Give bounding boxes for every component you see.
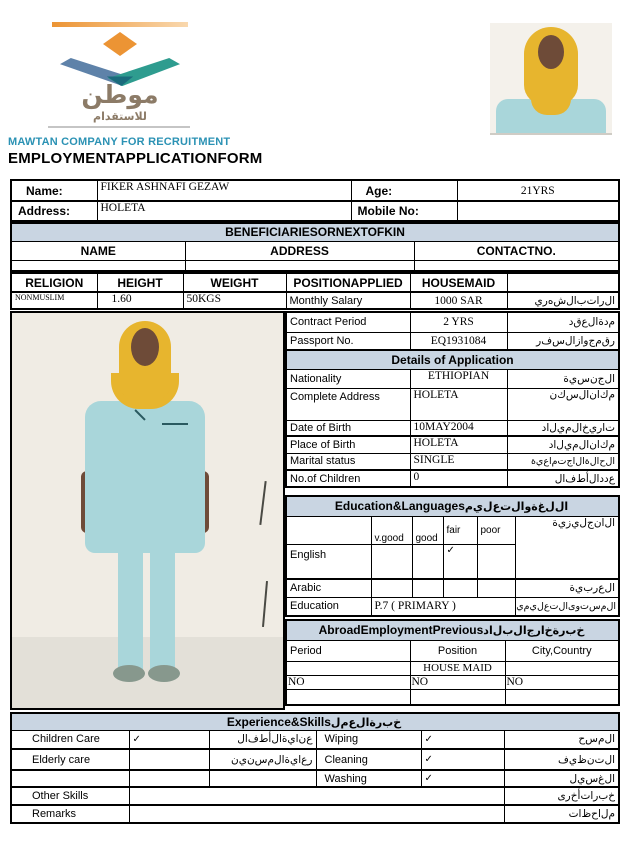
- weight-header: WEIGHT: [183, 273, 286, 292]
- contract-period-value: 2 YRS: [410, 312, 507, 332]
- applicant-fullbody-photo: [10, 311, 285, 710]
- marital-status-label: Marital status: [286, 453, 410, 470]
- wiping-label-ar: ا‌ل‌م‌س‌ح: [504, 730, 619, 749]
- no-of-children-label: No.of Children: [286, 470, 410, 487]
- experience-skills-table: [10, 712, 620, 824]
- abroad-period-empty: [286, 689, 410, 705]
- photo-right-leg: [150, 551, 175, 669]
- abroad-employment-title: [286, 620, 619, 640]
- elderly-care-check: [129, 749, 209, 770]
- details-of-application-title: Details of Application: [286, 350, 619, 369]
- english-vgood-cell: [371, 544, 412, 579]
- period-header: Period: [286, 640, 410, 661]
- scale-vgood-header: v.good: [371, 516, 412, 544]
- position-header: Position: [410, 640, 505, 661]
- housemaid-header: HOUSEMAID: [410, 273, 507, 292]
- logo-brand-arabic-sub: للاستقدام: [93, 110, 147, 123]
- children-care-label: Children Care: [11, 730, 129, 749]
- washing-check: ✓: [421, 770, 504, 787]
- other-skills-value: [129, 787, 504, 805]
- cleaning-check: ✓: [421, 749, 504, 770]
- abroad-title-en: AbroadEmploymentPrevious: [318, 623, 484, 638]
- details-table: [285, 311, 620, 488]
- complete-address-label-ar: م‌ك‌ا‌ن‌ا‌ل‌س‌ك‌ن: [507, 388, 619, 420]
- abroad-period-cell: [286, 661, 410, 675]
- age-label: Age:: [351, 180, 457, 201]
- mobile-label: Mobile No:: [351, 201, 457, 221]
- photo-left-leg: [118, 551, 143, 669]
- skills-title-ar: خ‌ب‌ر‌ة‌ا‌ل‌ع‌م‌ل: [330, 715, 402, 729]
- passport-no-value: EQ1931084: [410, 332, 507, 350]
- english-label-ar: ا‌ل‌ا‌ن‌ج‌ل‌ي‌ز‌ي‌ة: [515, 516, 619, 579]
- beneficiary-address-header: ADDRESS: [185, 241, 414, 260]
- no-of-children-value: 0: [410, 470, 507, 487]
- nationality-value: ETHIOPIAN: [410, 369, 507, 388]
- abroad-title-ar: خ‌ب‌ر‌ة‌خ‌ا‌ر‌ج‌ا‌ل‌ب‌ل‌ا‌د: [483, 624, 585, 638]
- experience-skills-title: [11, 713, 619, 730]
- children-care-check: ✓: [129, 730, 209, 749]
- address-label: Address:: [11, 201, 97, 221]
- arabic-fair-cell: [443, 579, 477, 597]
- place-of-birth-label-ar: م‌ك‌ا‌ن‌ا‌ل‌م‌ي‌ل‌ا‌د: [507, 436, 619, 453]
- attributes-empty-header: [507, 273, 619, 292]
- date-of-birth-label-ar: ت‌ا‌ر‌ي‌خ‌ا‌ل‌م‌ي‌ل‌ا‌د: [507, 420, 619, 436]
- education-level-label-ar: ا‌ل‌م‌س‌ت‌و‌ى‌ا‌ل‌ت‌ع‌ل‌ي‌م‌ي: [515, 597, 619, 616]
- city-country-header: City,Country: [505, 640, 619, 661]
- beneficiaries-title: BENEFICIARIESORNEXTOFKIN: [11, 223, 619, 241]
- height-header: HEIGHT: [97, 273, 183, 292]
- logo-diamond-icon: [103, 32, 137, 56]
- date-of-birth-value: 10MAY2004: [410, 420, 507, 436]
- applicant-headshot-photo: [490, 23, 612, 135]
- other-skills-label: Other Skills: [11, 787, 129, 805]
- nationality-label: Nationality: [286, 369, 410, 388]
- address-value: HOLETA: [97, 201, 351, 221]
- english-fair-check: ✓: [443, 544, 477, 579]
- education-table: [285, 495, 620, 617]
- language-row-label-empty: [286, 516, 371, 544]
- skills-left-empty-check: [129, 770, 209, 787]
- scale-good-header: good: [412, 516, 443, 544]
- abroad-position-empty: [410, 689, 505, 705]
- personal-info-table: [10, 179, 620, 222]
- beneficiary-name-cell: [11, 260, 185, 271]
- photo-pocket-trim: [162, 423, 188, 425]
- form-title: EMPLOYMENTAPPLICATIONFORM: [8, 150, 263, 167]
- height-value: 1.60: [97, 292, 183, 309]
- contract-period-label: Contract Period: [286, 312, 410, 332]
- education-languages-title: [286, 496, 619, 516]
- remarks-value: [129, 805, 504, 823]
- arabic-vgood-cell: [371, 579, 412, 597]
- arabic-label: Arabic: [286, 579, 371, 597]
- monthly-salary-label: Monthly Salary: [286, 292, 410, 309]
- abroad-city-cell: [505, 661, 619, 675]
- contract-period-label-ar: م‌د‌ة‌ا‌ل‌ع‌ق‌د: [507, 312, 619, 332]
- photo-right-shoe: [148, 665, 180, 682]
- beneficiary-name-header: NAME: [11, 241, 185, 260]
- scale-fair-header: fair: [443, 516, 477, 544]
- nationality-label-ar: ا‌ل‌ج‌ن‌س‌ي‌ة: [507, 369, 619, 388]
- no-of-children-label-ar: ع‌د‌د‌ا‌ل‌أ‌ط‌ف‌ا‌ل: [507, 470, 619, 487]
- company-logo: [52, 22, 188, 126]
- place-of-birth-label: Place of Birth: [286, 436, 410, 453]
- photo-background-mark: [259, 481, 266, 525]
- elderly-care-label: Elderly care: [11, 749, 129, 770]
- arabic-label-ar: ا‌ل‌ع‌ر‌ب‌ي‌ة: [515, 579, 619, 597]
- wiping-check: ✓: [421, 730, 504, 749]
- religion-value: NONMUSLIM: [11, 292, 97, 309]
- photo-face: [131, 328, 159, 366]
- washing-label: Washing: [316, 770, 421, 787]
- headshot-hijab-drape: [531, 87, 571, 115]
- remarks-label-ar: م‌ل‌ا‌ح‌ظ‌ا‌ت: [504, 805, 619, 823]
- photo-background-mark: [262, 581, 268, 627]
- abroad-city-no: NO: [505, 675, 619, 689]
- complete-address-label: Complete Address: [286, 388, 410, 420]
- beneficiary-contact-cell: [414, 260, 619, 271]
- marital-status-label-ar: ا‌ل‌ح‌ا‌ل‌ة‌ا‌ل‌ا‌ج‌ت‌م‌ا‌ع‌ي‌ة: [507, 453, 619, 470]
- abroad-position-no: NO: [410, 675, 505, 689]
- monthly-salary-label-ar: ا‌ل‌ر‌ا‌ت‌ب‌ا‌ل‌ش‌ه‌ر‌ي: [507, 292, 619, 309]
- age-value: 21YRS: [457, 180, 619, 201]
- marital-status-value: SINGLE: [410, 453, 507, 470]
- passport-no-label: Passport No.: [286, 332, 410, 350]
- scale-poor-header: poor: [477, 516, 515, 544]
- position-applied-header: POSITIONAPPLIED: [286, 273, 410, 292]
- english-poor-cell: [477, 544, 515, 579]
- beneficiary-address-cell: [185, 260, 414, 271]
- elderly-care-label-ar: ر‌ع‌ا‌ي‌ة‌ا‌ل‌م‌س‌ن‌ي‌ن: [209, 749, 316, 770]
- religion-header: RELIGION: [11, 273, 97, 292]
- logo-brand-arabic: موطن: [81, 80, 159, 109]
- english-label: English: [286, 544, 371, 579]
- logo-top-bar: [52, 22, 188, 27]
- remarks-label: Remarks: [11, 805, 129, 823]
- passport-no-label-ar: ر‌ق‌م‌ج‌و‌ا‌ز‌ا‌ل‌س‌ف‌ر: [507, 332, 619, 350]
- photo-left-shoe: [113, 665, 145, 682]
- monthly-salary-value: 1000 SAR: [410, 292, 507, 309]
- skills-left-empty-ar: [209, 770, 316, 787]
- abroad-position-cell: HOUSE MAID: [410, 661, 505, 675]
- arabic-poor-cell: [477, 579, 515, 597]
- wiping-label: Wiping: [316, 730, 421, 749]
- children-care-label-ar: ع‌ن‌ا‌ي‌ة‌ا‌ل‌أ‌ط‌ف‌ا‌ل: [209, 730, 316, 749]
- education-title-en: Education&Languages: [334, 499, 465, 514]
- washing-label-ar: ا‌ل‌غ‌س‌ي‌ل: [504, 770, 619, 787]
- date-of-birth-label: Date of Birth: [286, 420, 410, 436]
- name-value: FIKER ASHNAFI GEZAW: [97, 180, 351, 201]
- other-skills-label-ar: خ‌ب‌ر‌ا‌ت‌أ‌خ‌ر‌ى: [504, 787, 619, 805]
- beneficiaries-table: [10, 222, 620, 272]
- cleaning-label: Cleaning: [316, 749, 421, 770]
- education-title-ar: ا‌ل‌ل‌غ‌ة‌و‌ا‌ل‌ت‌ع‌ل‌ي‌م: [464, 500, 569, 514]
- abroad-employment-table: [285, 619, 620, 706]
- place-of-birth-value: HOLETA: [410, 436, 507, 453]
- education-level-value: P.7 ( PRIMARY ): [371, 597, 515, 616]
- skills-left-empty-label: [11, 770, 129, 787]
- beneficiary-contact-header: CONTACTNO.: [414, 241, 619, 260]
- headshot-face: [538, 35, 564, 69]
- mobile-value: [457, 201, 619, 221]
- name-label: Name:: [11, 180, 97, 201]
- skills-title-en: Experience&Skills: [226, 714, 331, 729]
- cleaning-label-ar: ا‌ل‌ت‌ن‌ظ‌ي‌ف: [504, 749, 619, 770]
- weight-value: 50KGS: [183, 292, 286, 309]
- attributes-table: [10, 272, 620, 310]
- abroad-city-empty: [505, 689, 619, 705]
- abroad-period-no: NO: [286, 675, 410, 689]
- education-level-label: Education: [286, 597, 371, 616]
- company-name: MAWTAN COMPANY FOR RECRUITMENT: [8, 136, 231, 148]
- arabic-good-cell: [412, 579, 443, 597]
- english-good-cell: [412, 544, 443, 579]
- logo-shadow-line: [48, 126, 190, 128]
- complete-address-value: HOLETA: [410, 388, 507, 420]
